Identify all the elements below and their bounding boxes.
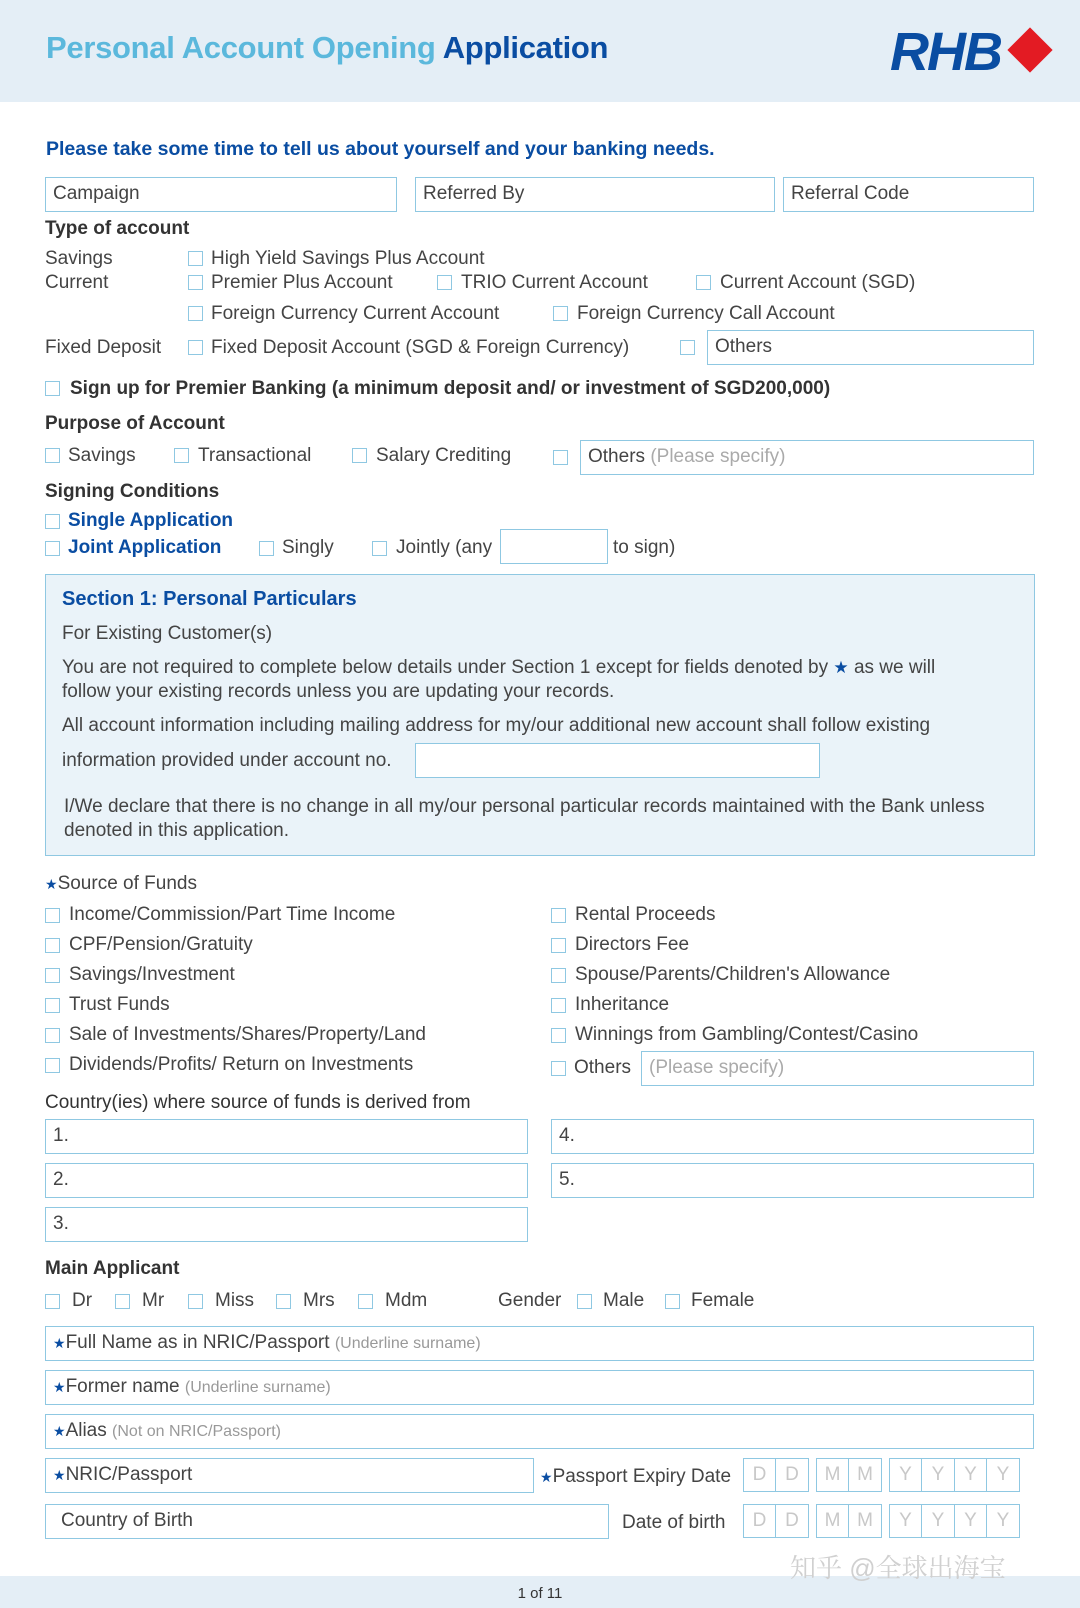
title-mdm-checkbox[interactable] [358, 1294, 373, 1309]
year-cell[interactable]: Y [954, 1504, 988, 1538]
day-cell[interactable]: D [775, 1504, 809, 1538]
passport-expiry-text: Passport Expiry Date [552, 1466, 732, 1487]
sof-checkbox[interactable] [45, 1028, 60, 1043]
passport-expiry-date[interactable] [744, 1458, 1020, 1492]
high-yield-label: High Yield Savings Plus Account [211, 248, 485, 269]
year-cell[interactable]: Y [889, 1504, 923, 1538]
sof-right-label: Spouse/Parents/Children's Allowance [575, 964, 891, 985]
section1-para2-cont: information provided under account no. [62, 750, 392, 771]
referral-code-field[interactable] [783, 177, 1034, 212]
purpose-salary-label: Salary Crediting [376, 445, 512, 466]
gender-label: Gender [498, 1290, 562, 1311]
sof-checkbox[interactable] [551, 938, 566, 953]
singly-label: Singly [282, 537, 334, 558]
month-cell[interactable]: M [816, 1458, 850, 1492]
premier-signup-label: Sign up for Premier Banking (a minimum deposit and/ or investment of SGD200,000) [70, 378, 831, 399]
type-of-account-heading: Type of account [45, 218, 190, 239]
former-name-label: Former name [65, 1376, 180, 1397]
country-field-2[interactable] [45, 1163, 528, 1198]
current-sgd-checkbox[interactable] [696, 275, 711, 290]
fixed-deposit-label: Fixed Deposit [45, 337, 162, 358]
account-others-checkbox[interactable] [680, 340, 695, 355]
sof-others-hint: (Please specify) [649, 1057, 785, 1078]
to-sign-label: to sign) [613, 537, 676, 558]
account-others-field[interactable] [707, 330, 1034, 365]
star-icon: ★ [53, 1379, 66, 1395]
country-field-4[interactable] [551, 1119, 1034, 1154]
purpose-heading: Purpose of Account [45, 413, 225, 434]
sof-checkbox[interactable] [45, 938, 60, 953]
purpose-savings-label: Savings [68, 445, 136, 466]
country-field-3[interactable] [45, 1207, 528, 1242]
current-label: Current [45, 272, 109, 293]
premier-plus-checkbox[interactable] [188, 275, 203, 290]
male-label: Male [603, 1290, 645, 1311]
country-number: 1. [53, 1125, 69, 1146]
gender-female-checkbox[interactable] [665, 1294, 680, 1309]
country-of-birth-field[interactable] [45, 1504, 609, 1539]
country-number: 5. [559, 1169, 575, 1190]
fixed-deposit-checkbox[interactable] [188, 340, 203, 355]
campaign-field[interactable] [45, 177, 397, 212]
sof-left-label: Sale of Investments/Shares/Property/Land [69, 1024, 426, 1045]
sof-right-label: Inheritance [575, 994, 670, 1015]
jointly-label: Jointly (any [396, 537, 493, 558]
purpose-transactional-checkbox[interactable] [174, 448, 189, 463]
sof-checkbox[interactable] [551, 908, 566, 923]
rhb-logo [890, 20, 1060, 84]
sof-checkbox[interactable] [45, 998, 60, 1013]
title-label: Mrs [303, 1290, 335, 1311]
sof-checkbox[interactable] [45, 908, 60, 923]
section1-para3-cont: denoted in this application. [64, 820, 289, 841]
fixed-deposit-account-label: Fixed Deposit Account (SGD & Foreign Currency) [211, 337, 630, 358]
dob-label: Date of birth [622, 1512, 726, 1533]
single-application-checkbox[interactable] [45, 514, 60, 529]
gender-male-checkbox[interactable] [577, 1294, 592, 1309]
single-application-label: Single Application [68, 510, 234, 531]
sof-checkbox[interactable] [45, 968, 60, 983]
main-applicant-heading: Main Applicant [45, 1258, 180, 1279]
title-label: Mr [142, 1290, 165, 1311]
female-label: Female [691, 1290, 755, 1311]
page-title-part1: Personal Account Opening [46, 30, 436, 65]
star-icon: ★ [833, 658, 849, 677]
nric-passport-field[interactable] [45, 1458, 534, 1493]
campaign-label: Campaign [53, 183, 140, 204]
referred-by-field[interactable] [415, 177, 775, 212]
premier-signup-checkbox[interactable] [45, 381, 60, 396]
country-birth-label: Country of Birth [61, 1510, 193, 1531]
referred-by-label: Referred By [423, 183, 525, 204]
star-icon: ★ [53, 1467, 66, 1483]
star-icon: ★ [53, 1335, 66, 1351]
country-number: 3. [53, 1213, 69, 1234]
full-name-label: Full Name as in NRIC/Passport [65, 1332, 330, 1353]
logo-text: RHB [890, 22, 1001, 82]
section1-title: Section 1: Personal Particulars [62, 588, 357, 610]
sof-others-field[interactable] [641, 1051, 1034, 1086]
page-title-part2: Application [442, 30, 609, 65]
sof-checkbox[interactable] [551, 998, 566, 1013]
sof-others-label: Others [574, 1057, 632, 1078]
day-cell[interactable]: D [743, 1458, 777, 1492]
former-name-hint: (Underline surname) [184, 1379, 331, 1396]
sof-left-label: CPF/Pension/Gratuity [69, 934, 253, 955]
diamond-icon [1007, 27, 1052, 72]
country-field-5[interactable] [551, 1163, 1034, 1198]
sof-others-checkbox[interactable] [551, 1061, 566, 1076]
year-cell[interactable]: Y [954, 1458, 988, 1492]
month-cell[interactable]: M [848, 1504, 882, 1538]
title-mrs-checkbox[interactable] [276, 1294, 291, 1309]
sof-checkbox[interactable] [551, 1028, 566, 1043]
alias-field[interactable] [45, 1414, 1034, 1449]
savings-label: Savings [45, 248, 113, 269]
month-cell[interactable]: M [816, 1504, 850, 1538]
page-number: 1 of 11 [517, 1585, 563, 1602]
sof-left-label: Trust Funds [69, 994, 170, 1015]
title-label: Dr [72, 1290, 93, 1311]
sof-checkbox[interactable] [45, 1058, 60, 1073]
purpose-salary-checkbox[interactable] [352, 448, 367, 463]
trio-label: TRIO Current Account [461, 272, 648, 293]
para1-text-b: as we will [853, 657, 936, 678]
countries-heading: Country(ies) where source of funds is derived from [45, 1092, 471, 1113]
fc-current-checkbox[interactable] [188, 306, 203, 321]
alias-label: Alias [65, 1420, 107, 1441]
high-yield-checkbox[interactable] [188, 251, 203, 266]
title-miss-checkbox[interactable] [188, 1294, 203, 1309]
year-cell[interactable]: Y [986, 1504, 1020, 1538]
account-others-label: Others [715, 336, 773, 357]
purpose-others-field[interactable] [580, 440, 1034, 475]
nric-label: NRIC/Passport [65, 1464, 193, 1485]
month-cell[interactable]: M [848, 1458, 882, 1492]
purpose-others-hint: (Please specify) [650, 446, 786, 467]
purpose-others-label: Others [588, 446, 646, 467]
source-of-funds-heading [45, 873, 197, 895]
former-name-field[interactable] [45, 1370, 1034, 1405]
title-label: Mdm [385, 1290, 428, 1311]
star-icon: ★ [53, 1423, 66, 1439]
title-mr-checkbox[interactable] [115, 1294, 130, 1309]
trio-checkbox[interactable] [437, 275, 452, 290]
section1-para3: I/We declare that there is no change in all my/our personal particular records maintained with the Bank unless [64, 796, 985, 817]
purpose-savings-checkbox[interactable] [45, 448, 60, 463]
singly-checkbox[interactable] [259, 541, 274, 556]
purpose-others-checkbox[interactable] [553, 450, 568, 465]
page-title [46, 30, 608, 66]
year-cell[interactable]: Y [921, 1504, 955, 1538]
section1-para1 [62, 657, 935, 679]
star-icon: ★ [45, 876, 58, 892]
watermark-text: 知乎 @全球出海宝 [790, 1553, 1006, 1583]
fc-call-checkbox[interactable] [553, 306, 568, 321]
joint-application-label: Joint Application [68, 537, 222, 558]
signing-heading: Signing Conditions [45, 481, 220, 502]
sof-left-label: Savings/Investment [69, 964, 235, 985]
premier-plus-label: Premier Plus Account [211, 272, 393, 293]
para1-text-a: You are not required to complete below details under Section 1 except for fields denoted by [62, 657, 829, 678]
fc-current-label: Foreign Currency Current Account [211, 303, 500, 324]
intro-text: Please take some time to tell us about yourself and your banking needs. [46, 138, 715, 160]
country-number: 2. [53, 1169, 69, 1190]
day-cell[interactable]: D [775, 1458, 809, 1492]
existing-customer-label: For Existing Customer(s) [62, 623, 273, 644]
sof-checkbox[interactable] [551, 968, 566, 983]
section1-para1-cont: follow your existing records unless you are updating your records. [62, 681, 615, 702]
title-dr-checkbox[interactable] [45, 1294, 60, 1309]
sof-right-label: Rental Proceeds [575, 904, 716, 925]
year-cell[interactable]: Y [921, 1458, 955, 1492]
full-name-hint: (Underline surname) [334, 1335, 481, 1352]
dob-date[interactable] [744, 1504, 1020, 1538]
joint-application-checkbox[interactable] [45, 541, 60, 556]
account-no-field[interactable] [415, 743, 820, 778]
sof-left-label: Income/Commission/Part Time Income [69, 904, 396, 925]
alias-hint: (Not on NRIC/Passport) [112, 1423, 281, 1440]
source-of-funds-heading-text: Source of Funds [57, 873, 197, 894]
purpose-transactional-label: Transactional [198, 445, 312, 466]
star-icon: ★ [540, 1469, 553, 1485]
jointly-checkbox[interactable] [372, 541, 387, 556]
day-cell[interactable]: D [743, 1504, 777, 1538]
full-name-field[interactable] [45, 1326, 1034, 1361]
section1-para2: All account information including mailing address for my/our additional new account shall follow existing [62, 715, 931, 736]
sof-right-label: Winnings from Gambling/Contest/Casino [575, 1024, 919, 1045]
jointly-number-field[interactable] [500, 529, 608, 564]
title-label: Miss [215, 1290, 255, 1311]
sof-right-label: Directors Fee [575, 934, 690, 955]
referral-code-label: Referral Code [791, 183, 910, 204]
fc-call-label: Foreign Currency Call Account [577, 303, 835, 324]
sof-left-label: Dividends/Profits/ Return on Investments [69, 1054, 414, 1075]
year-cell[interactable]: Y [889, 1458, 923, 1492]
passport-expiry-label [540, 1466, 731, 1488]
country-field-1[interactable] [45, 1119, 528, 1154]
current-sgd-label: Current Account (SGD) [720, 272, 916, 293]
year-cell[interactable]: Y [986, 1458, 1020, 1492]
country-number: 4. [559, 1125, 575, 1146]
